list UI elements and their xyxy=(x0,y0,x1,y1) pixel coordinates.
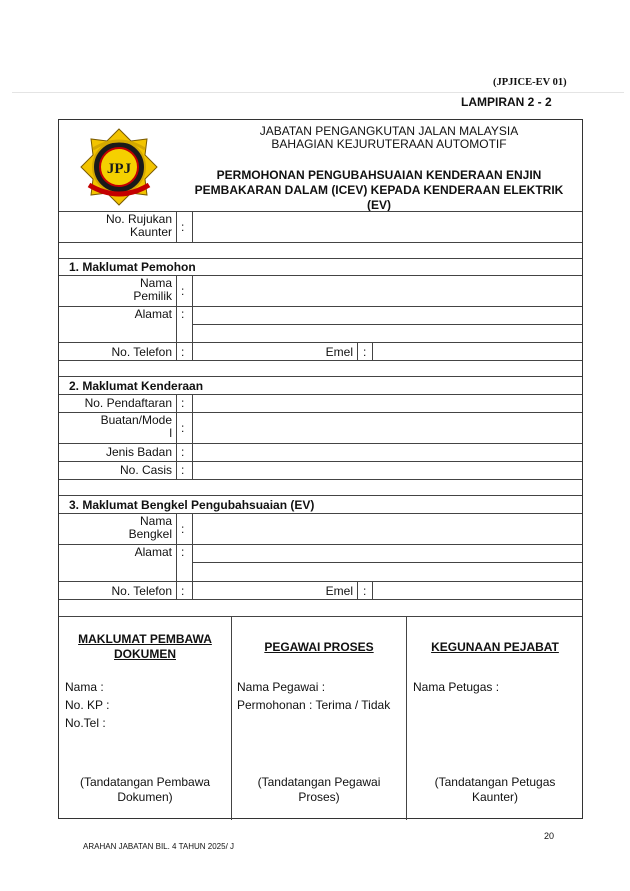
bearer-heading-line2: DOKUMEN xyxy=(114,647,176,661)
application-form xyxy=(58,119,583,819)
department-name: JABATAN PENGANGKUTAN JALAN MALAYSIA xyxy=(259,124,519,138)
office-use-heading: KEGUNAAN PEJABAT xyxy=(431,640,559,654)
officer-heading: PEGAWAI PROSES xyxy=(264,640,374,654)
workshop-address-field[interactable] xyxy=(194,546,580,580)
vrule-s3-email-colon xyxy=(372,581,373,599)
s2-model-colon: : xyxy=(181,421,185,435)
s3-workshop-name-label xyxy=(59,515,172,541)
division-name: BAHAGIAN KEJURUTERAAN AUTOMOTIF xyxy=(271,137,507,151)
s1-email-colon: : xyxy=(363,345,367,359)
workshop-email-field[interactable] xyxy=(375,583,580,598)
s2-chassis-colon: : xyxy=(181,463,185,477)
officer-signature-line1: (Tandatangan Pegawai xyxy=(257,775,381,789)
rule-sec2-top xyxy=(59,376,582,377)
vrule-s1-label xyxy=(176,275,177,360)
bearer-heading-line1: MAKLUMAT PEMBAWA xyxy=(78,632,212,646)
s1-name-colon: : xyxy=(181,284,185,298)
vrule-s3-colon xyxy=(192,513,193,599)
jpj-crest-icon xyxy=(79,127,159,207)
clerk-name-label: Nama Petugas : xyxy=(413,680,500,694)
vrule-s3-email xyxy=(357,581,358,599)
vrule-ref-label xyxy=(176,211,177,242)
vrule-s1-email-colon xyxy=(372,342,373,360)
form-title-line-3: (EV) xyxy=(367,198,391,212)
rule-ref-bottom xyxy=(59,242,582,243)
vrule-s1-colon xyxy=(192,275,193,360)
s3-address-colon: : xyxy=(181,545,185,559)
clerk-signature-line1: (Tandatangan Petugas xyxy=(434,775,556,789)
rule-s3-phone xyxy=(59,599,582,600)
jpj-logo xyxy=(79,127,159,207)
form-title-line-2: PEMBAKARAN DALAM (ICEV) KEPADA KENDERAAN ELEKTRIK xyxy=(194,183,564,197)
s3-name-line1: Nama xyxy=(139,514,172,528)
bearer-ic-label: No. KP : xyxy=(65,698,110,712)
rule-s2-chassis xyxy=(59,479,582,480)
s2-model-label xyxy=(59,414,172,440)
form-title-line-1: PERMOHONAN PENGUBAHSUAIAN KENDERAAN ENJIN xyxy=(216,168,542,182)
officer-name-label: Nama Pegawai : xyxy=(237,680,326,694)
s2-reg-colon: : xyxy=(181,396,185,410)
vrule-ref-colon xyxy=(192,211,193,242)
s1-phone-label: No. Telefon xyxy=(111,345,172,359)
s1-owner-name-label xyxy=(59,277,172,303)
rule-sec3-top xyxy=(59,495,582,496)
bearer-signature-line1: (Tandatangan Pembawa xyxy=(79,775,211,789)
owner-address-field[interactable] xyxy=(194,308,580,341)
counter-ref-line2: Kaunter xyxy=(129,225,172,239)
vrule-s2-label xyxy=(176,394,177,479)
s2-body-colon: : xyxy=(181,445,185,459)
section-2-title: 2. Maklumat Kenderaan xyxy=(69,379,204,393)
clerk-signature-line2: Kaunter) xyxy=(471,790,519,804)
bearer-signature-line2: Dokumen) xyxy=(117,790,173,804)
section-1-title: 1. Maklumat Pemohon xyxy=(69,260,196,274)
s1-name-line2: Pemilik xyxy=(133,289,172,303)
appendix-label: LAMPIRAN 2 - 2 xyxy=(461,95,552,109)
s2-model-line2: l xyxy=(169,426,172,440)
s1-phone-colon: : xyxy=(181,345,185,359)
workshop-name-field[interactable] xyxy=(194,515,580,543)
counter-ref-colon: : xyxy=(181,220,185,234)
s2-model-line1: Buatan/Mode xyxy=(100,413,172,427)
page-number: 20 xyxy=(544,831,555,841)
s3-name-line2: Bengkel xyxy=(128,527,172,541)
footer-reference: ARAHAN JABATAN BIL. 4 TAHUN 2025/ J xyxy=(83,842,235,851)
vrule-s2-colon xyxy=(192,394,193,479)
body-type-field[interactable] xyxy=(194,445,580,460)
bearer-phone-label: No.Tel : xyxy=(65,716,106,730)
counter-ref-field[interactable] xyxy=(194,213,580,241)
chassis-no-field[interactable] xyxy=(194,463,580,478)
s3-name-colon: : xyxy=(181,522,185,536)
s2-body-label: Jenis Badan xyxy=(105,445,172,459)
officer-signature-line2: Proses) xyxy=(298,790,340,804)
section-3-title: 3. Maklumat Bengkel Pengubahsuaian (EV) xyxy=(69,498,315,512)
s3-phone-label: No. Telefon xyxy=(111,584,172,598)
rule-sec3-head xyxy=(59,513,582,514)
document-code: (JPJICE-EV 01) xyxy=(493,77,567,88)
rule-sec1-top xyxy=(59,258,582,259)
rule-s1-phone xyxy=(59,360,582,361)
s3-address-label: Alamat xyxy=(134,545,172,559)
counter-ref-label xyxy=(59,213,172,239)
header-divider xyxy=(12,92,624,93)
rule-sec1-head xyxy=(59,275,582,276)
counter-ref-line1: No. Rujukan xyxy=(105,212,172,226)
s3-phone-colon: : xyxy=(181,584,185,598)
s2-reg-label: No. Pendaftaran xyxy=(84,396,172,410)
officer-decision-label: Permohonan : Terima / Tidak xyxy=(237,698,391,712)
owner-name-field[interactable] xyxy=(194,277,580,305)
s1-email-label: Emel xyxy=(325,345,353,359)
s1-name-line1: Nama xyxy=(139,276,172,290)
s3-email-colon: : xyxy=(363,584,367,598)
logo-lettering: JPJ xyxy=(106,161,132,177)
bearer-name-label: Nama : xyxy=(65,680,104,694)
make-model-field[interactable] xyxy=(194,414,580,442)
rule-bottom-top xyxy=(59,616,582,617)
vrule-s1-email xyxy=(357,342,358,360)
s1-address-label: Alamat xyxy=(134,307,172,321)
registration-no-field[interactable] xyxy=(194,396,580,411)
rule-sec2-head xyxy=(59,394,582,395)
rule-s3-addr2 xyxy=(59,581,582,582)
owner-email-field[interactable] xyxy=(375,344,580,359)
rule-s1-addr2 xyxy=(59,342,582,343)
s3-email-label: Emel xyxy=(325,584,353,598)
rule-s2-model xyxy=(59,443,582,444)
vrule-s3-label xyxy=(176,513,177,599)
s1-address-colon: : xyxy=(181,307,185,321)
s2-chassis-label: No. Casis xyxy=(119,463,172,477)
rule-s2-body xyxy=(59,461,582,462)
